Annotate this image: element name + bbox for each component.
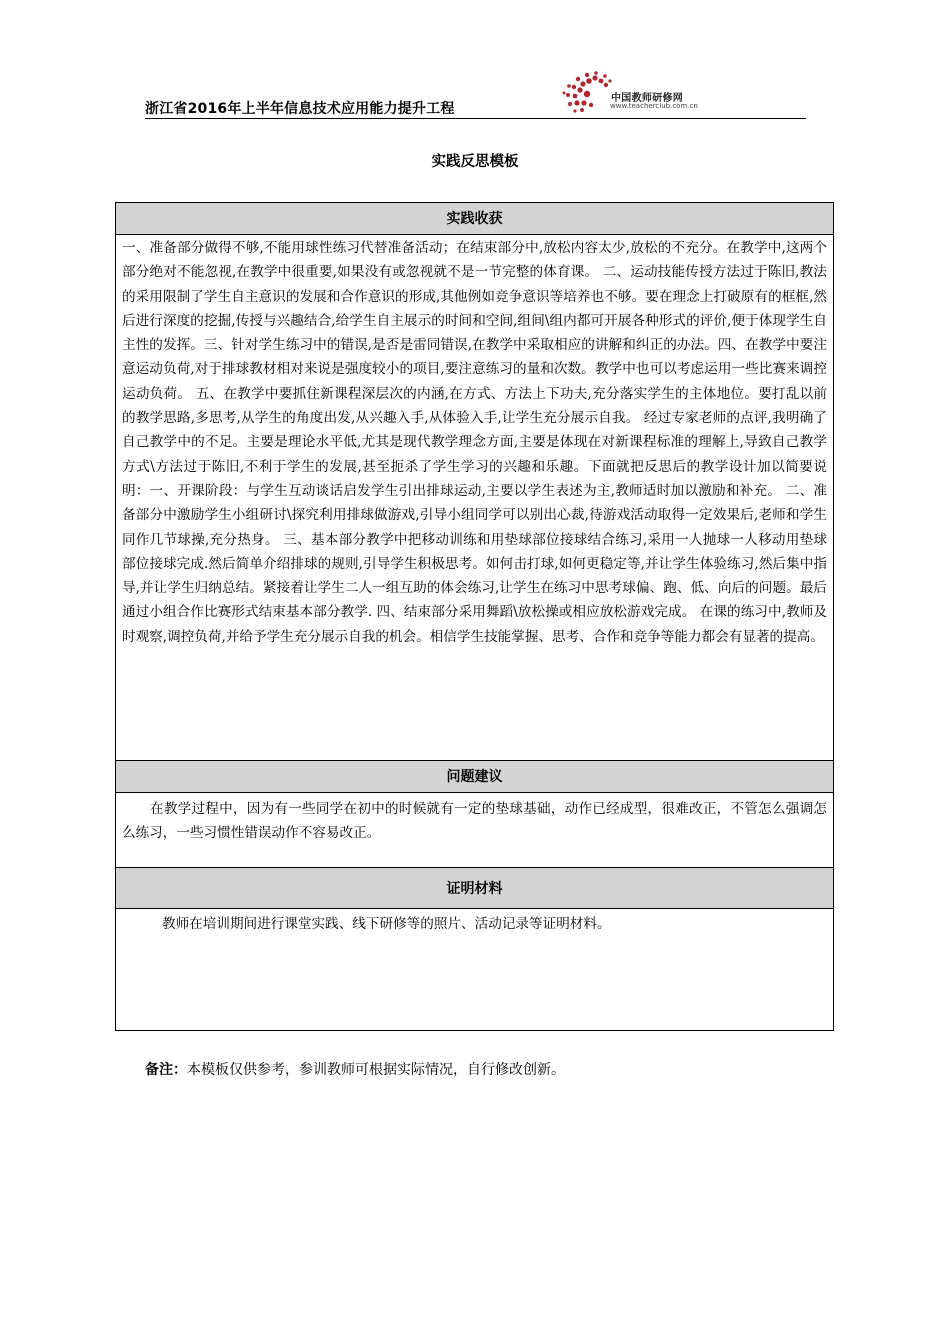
logo-name: 中国教师研修网 <box>611 93 684 104</box>
logo-url: www.teacherclub.com.cn <box>610 102 698 110</box>
logo-dots-icon <box>563 71 612 112</box>
remark-text: 本模板仅供参考，参训教师可根据实际情况，自行修改创新。 <box>187 1062 565 1078</box>
section-header-issues: 问题建议 <box>116 760 833 793</box>
section-header-evidence: 证明材料 <box>116 867 833 909</box>
header-rule <box>145 118 806 119</box>
section-body-evidence: 教师在培训期间进行课堂实践、线下研修等的照片、活动记录等证明材料。 <box>162 916 611 932</box>
section-body-issues: 在教学过程中，因为有一些同学在初中的时候就有一定的垫球基础，动作已经成型，很难改正，不管怎么强调怎么练习，一些习惯性错误动作不容易改正。 <box>122 801 827 842</box>
section-header-harvest: 实践收获 <box>116 203 833 235</box>
page-title: 实践反思模板 <box>431 154 519 170</box>
section-body-issues-cell <box>116 793 833 867</box>
remark-note <box>145 1059 565 1079</box>
header-title: 浙江省2016年上半年信息技术应用能力提升工程 <box>145 101 455 117</box>
reflection-table <box>115 202 834 1031</box>
section-body-harvest: 一、准备部分做得不够,不能用球性练习代替准备活动；在结束部分中,放松内容太少,放松的不充分。在教学中,这两个部分绝对不能忽视,在教学中很重要,如果没有或忽视就不是一节完整的体育课。 二、运动技能传授方法过于陈旧,教法的采用限制了学生自主意识的发展和合作意识的形成,其他例如竞争意识等培养也不够。要在理念上打破原有的框框,然后进行深度的挖掘,传授与兴趣结合,给学生自主展示的时间和空间,组间\组内都可开展各种形式的评价,便于体现学生自主性的发挥。三、针对学生练习中的错误,是否是雷同错误,在教学中采取相应的讲解和纠正的办法。四、在教学中要注意运动负荷,对于排球教材相对来说是强度较小的项目,要注意练习的量和次数。教学中也可以考虑运用一些比赛来调控运动负荷。 五、在教学中要抓住新课程深层次的内涵,在方式、方法上下功夫,充分落实学生的主体地位。要打乱以前的教学思路,多思考,从学生的角度出发,从兴趣入手,从体验入手,让学生充分展示自我。 经过专家老师的点评,我明确了自己教学中的不足。主要是理论水平低,尤其是现代教学理念方面,主要是体现在对新课程标准的理解上,导致自己教学方式\方法过于陈旧,不利于学生的发展,甚至扼杀了学生学习的兴趣和乐趣。下面就把反思后的教学设计加以简要说明：一、开课阶段：与学生互动谈话启发学生引出排球运动,主要以学生表述为主,教师适时加以激励和补充。 二、准备部分中激励学生小组研讨\探究利用排球做游戏,引导小组同学可以别出心裁,待游戏活动取得一定效果后,老师和学生同作几节球操,充分热身。 三、基本部分教学中把移动训练和用垫球部位接球结合练习,采用一人抛球一人移动用垫球部位接球完成.然后简单介绍排球的规则,引导学生积极思考。如何击打球,如何更稳定等,并让学生体验练习,然后集中指导,并让学生归纳总结。紧接着让学生二人一组互助的体会练习,让学生在练习中思考球偏、跑、低、向后的问题。最后通过小组合作比赛形式结束基本部分教学. 四、结束部分采用舞蹈\放松操或相应放松游戏完成。 在课的练习中,教师及时观察,调控负荷,并给予学生充分展示自我的机会。相信学生技能掌握、思考、合作和竞争等能力都会有显著的提高。 <box>122 240 827 645</box>
remark-label: 备注： <box>145 1062 187 1078</box>
